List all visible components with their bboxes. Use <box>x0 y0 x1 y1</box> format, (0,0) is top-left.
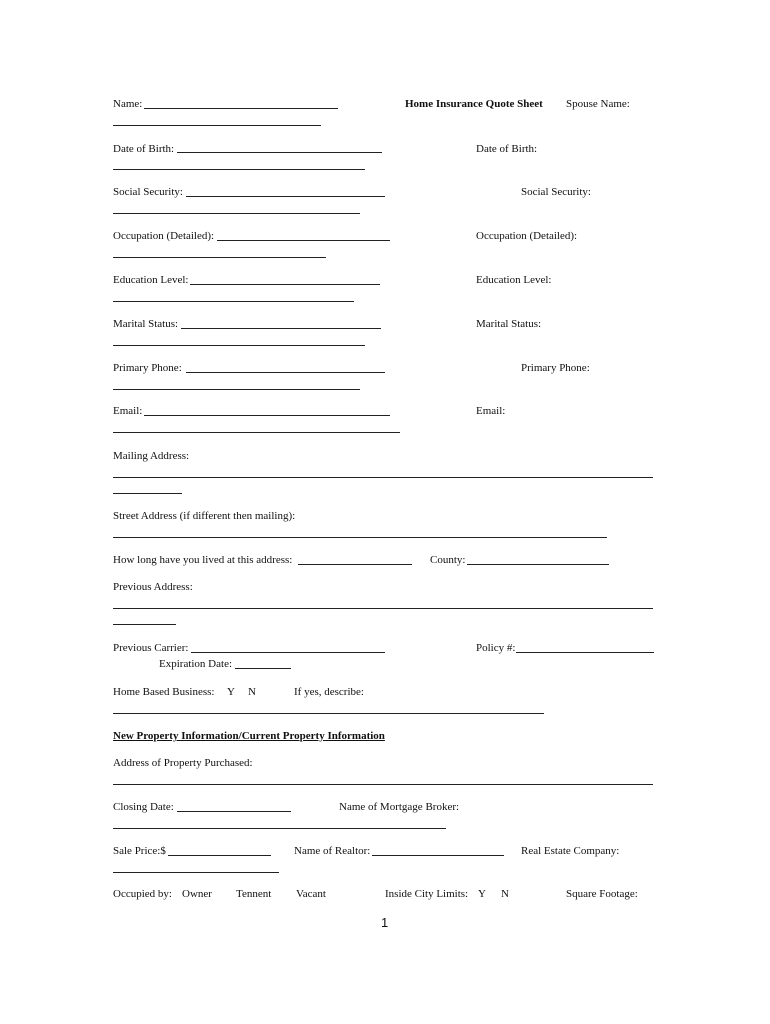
spouse-occupation-field[interactable] <box>113 257 326 258</box>
real-estate-company-field[interactable] <box>113 872 279 873</box>
mortgage-broker-field[interactable] <box>113 828 446 829</box>
education-field[interactable] <box>190 284 380 285</box>
closing-date-field[interactable] <box>177 811 291 812</box>
email-label: Email: <box>113 405 143 417</box>
spouse-occupation-label: Occupation (Detailed): <box>476 230 578 242</box>
occupation-field[interactable] <box>217 240 390 241</box>
city-limits-yes[interactable]: Y <box>478 888 486 900</box>
spouse-name-field[interactable] <box>113 125 321 126</box>
property-heading: New Property Information/Current Property Information <box>113 730 385 742</box>
city-limits-label: Inside City Limits: <box>385 888 469 900</box>
property-address-field[interactable] <box>113 784 653 785</box>
occupied-owner[interactable]: Owner <box>182 888 212 900</box>
spouse-email-label: Email: <box>476 405 506 417</box>
occupied-tenant[interactable]: Tennent <box>236 888 272 900</box>
previous-carrier-field[interactable] <box>191 652 385 653</box>
spouse-education-field[interactable] <box>113 301 354 302</box>
spouse-ssn-field[interactable] <box>113 213 360 214</box>
expiration-date-label: Expiration Date: <box>159 658 233 670</box>
spouse-dob-field[interactable] <box>113 169 365 170</box>
home-business-no[interactable]: N <box>248 686 256 698</box>
real-estate-company-label: Real Estate Company: <box>521 845 620 857</box>
how-long-label: How long have you lived at this address: <box>113 554 293 566</box>
ssn-label: Social Security: <box>113 186 183 198</box>
street-address-label: Street Address (if different then mailing): <box>113 510 296 522</box>
sale-price-label: Sale Price:$ <box>113 845 166 857</box>
describe-field[interactable] <box>113 713 544 714</box>
property-address-label: Address of Property Purchased: <box>113 757 253 769</box>
mailing-address-field-2[interactable] <box>113 493 182 494</box>
marital-label: Marital Status: <box>113 318 179 330</box>
county-field[interactable] <box>467 564 609 565</box>
spouse-marital-label: Marital Status: <box>476 318 542 330</box>
spouse-phone-field[interactable] <box>113 389 360 390</box>
page-number: 1 <box>381 915 389 930</box>
closing-date-label: Closing Date: <box>113 801 174 813</box>
spouse-marital-field[interactable] <box>113 345 365 346</box>
realtor-label: Name of Realtor: <box>294 845 371 857</box>
dob-field[interactable] <box>177 152 382 153</box>
occupied-vacant[interactable]: Vacant <box>296 888 326 900</box>
page-title: Home Insurance Quote Sheet <box>405 98 543 110</box>
spouse-education-label: Education Level: <box>476 274 552 286</box>
occupation-label: Occupation (Detailed): <box>113 230 215 242</box>
email-field[interactable] <box>144 415 390 416</box>
home-business-yes[interactable]: Y <box>227 686 235 698</box>
occupied-by-label: Occupied by: <box>113 888 172 900</box>
policy-number-label: Policy #: <box>476 642 516 654</box>
dob-label: Date of Birth: <box>113 143 175 155</box>
home-business-label: Home Based Business: <box>113 686 215 698</box>
how-long-field[interactable] <box>298 564 412 565</box>
spouse-email-field[interactable] <box>113 432 400 433</box>
realtor-field[interactable] <box>372 855 504 856</box>
education-label: Education Level: <box>113 274 189 286</box>
name-field[interactable] <box>144 108 338 109</box>
previous-address-field-2[interactable] <box>113 624 176 625</box>
spouse-ssn-label: Social Security: <box>521 186 591 198</box>
mailing-address-label: Mailing Address: <box>113 450 190 462</box>
mortgage-broker-label: Name of Mortgage Broker: <box>339 801 460 813</box>
sale-price-field[interactable] <box>168 855 271 856</box>
street-address-field[interactable] <box>113 537 607 538</box>
phone-field[interactable] <box>186 372 385 373</box>
previous-address-label: Previous Address: <box>113 581 193 593</box>
spouse-dob-label: Date of Birth: <box>476 143 538 155</box>
square-footage-label: Square Footage: <box>566 888 638 900</box>
previous-carrier-label: Previous Carrier: <box>113 642 189 654</box>
policy-number-field[interactable] <box>516 652 654 653</box>
name-label: Name: <box>113 98 143 110</box>
ssn-field[interactable] <box>186 196 385 197</box>
phone-label: Primary Phone: <box>113 362 182 374</box>
expiration-date-field[interactable] <box>235 668 291 669</box>
marital-field[interactable] <box>181 328 381 329</box>
mailing-address-field[interactable] <box>113 477 653 478</box>
city-limits-no[interactable]: N <box>501 888 509 900</box>
previous-address-field[interactable] <box>113 608 653 609</box>
county-label: County: <box>430 554 466 566</box>
describe-label: If yes, describe: <box>294 686 364 698</box>
spouse-name-label: Spouse Name: <box>566 98 630 110</box>
spouse-phone-label: Primary Phone: <box>521 362 590 374</box>
